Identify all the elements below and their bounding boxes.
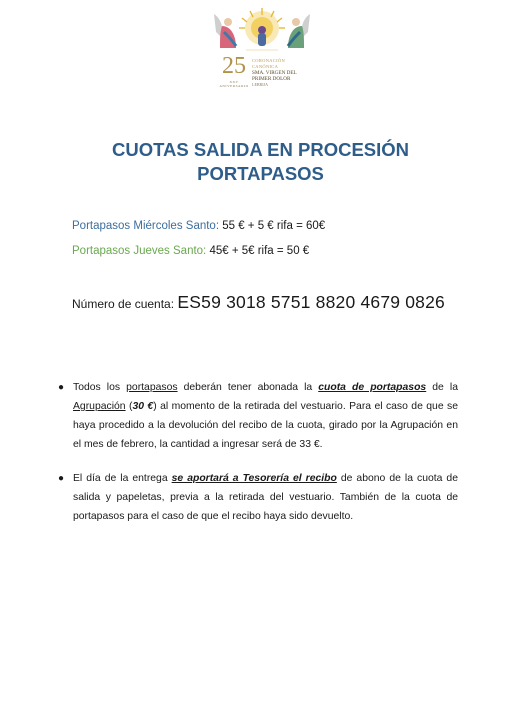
bullet-icon: ● [58, 473, 65, 484]
bank-account [72, 292, 445, 313]
page-title [0, 138, 521, 186]
fee-wednesday [72, 220, 325, 232]
logo-line-1: CORONACIÓN [252, 58, 286, 63]
text-run: Todos los [73, 382, 127, 393]
account-label: Número de cuenta: [72, 297, 178, 311]
bullet-icon: ● [58, 382, 65, 393]
text-run: de abono de la cuota de salida y papeletas, previa a la retirada del vestuario. También de la cuota de portapasos para el caso de que el recibo haya sido devuelto. [73, 473, 458, 522]
logo-line-4: PRIMER DOLOR [252, 76, 291, 82]
list-item [56, 469, 458, 526]
logo-text [252, 58, 316, 88]
text-run-underlined: Agrupación [73, 401, 126, 412]
text-run: ) al momento de la retirada del vestuario. Para el caso de que se haya procedido a la devolución del recibo de la cuota, girado por la Agrupación en el mes de febrero, la cantidad a ingresar será de 33 €. [73, 401, 458, 450]
title-line-2: PORTAPASOS [197, 163, 324, 184]
fee-wednesday-label: Portapasos Miércoles Santo: [72, 220, 220, 232]
list-item [56, 378, 458, 454]
text-run: de la [426, 382, 458, 393]
anniversary-number: 25 [222, 53, 246, 79]
fee-thursday-amount: 45€ + 5€ rifa = 50 € [206, 245, 310, 257]
account-number: ES59 3018 5751 8820 4679 0826 [177, 292, 445, 312]
text-run: ( [125, 401, 133, 412]
text-run-emphasis: cuota de portapasos [318, 382, 427, 393]
left-angel-icon [214, 14, 236, 48]
fee-wednesday-amount: 55 € + 5 € rifa = 60€ [219, 220, 326, 232]
bullet-list [56, 378, 458, 541]
logo-line-3: SMA. VIRGEN DEL [252, 70, 297, 76]
right-angel-icon [288, 14, 310, 48]
fee-thursday [72, 245, 309, 257]
text-run-emphasis: se aportará a Tesorería el recibo [171, 473, 337, 484]
title-line-1: CUOTAS SALIDA EN PROCESIÓN [111, 139, 410, 160]
text-run-underlined: portapasos [126, 382, 178, 393]
anniversary-caption: XXV ANIVERSARIO [219, 80, 249, 88]
logo-line-2: CANÓNICA [252, 64, 279, 69]
logo-line-5: LEBRIJA [252, 82, 268, 87]
text-run: deberán tener abonada la [177, 382, 319, 393]
fee-thursday-label: Portapasos Jueves Santo: [72, 245, 207, 257]
sun-rays-icon [239, 8, 285, 46]
text-run-emphasis: 30 € [132, 401, 154, 412]
text-run: El día de la entrega [73, 473, 172, 484]
